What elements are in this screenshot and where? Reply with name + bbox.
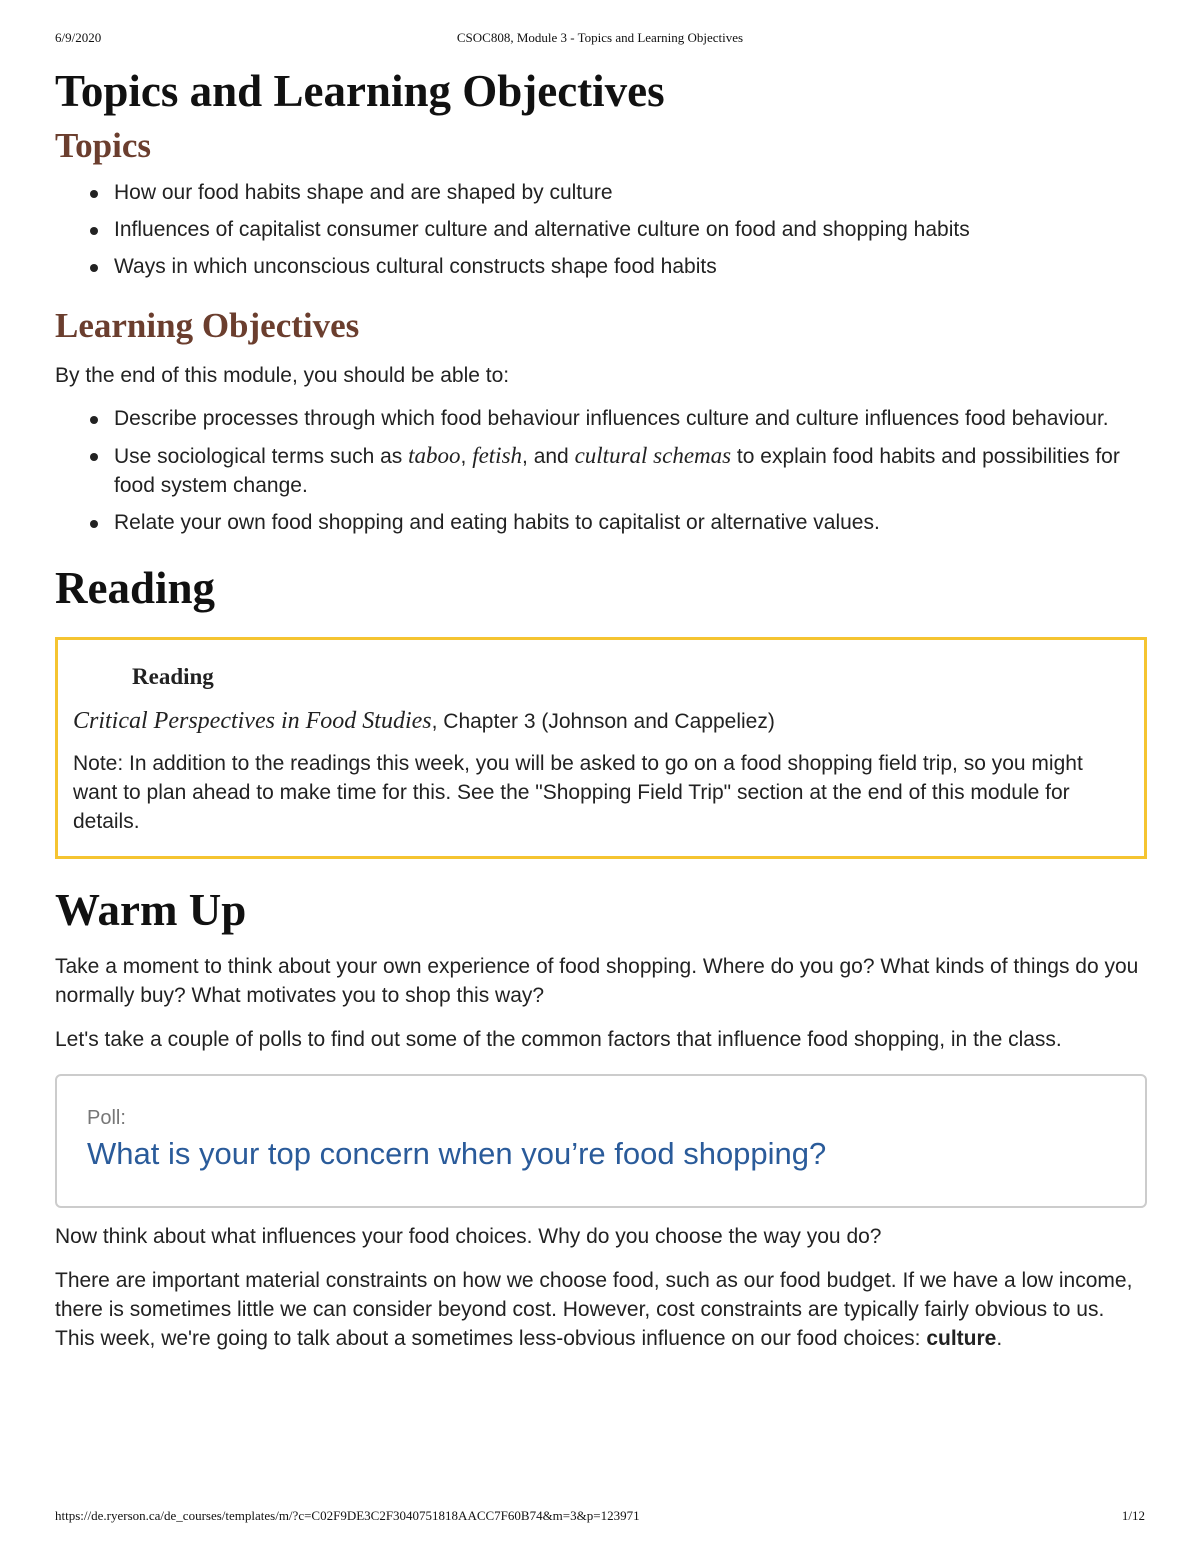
objectives-heading: Learning Objectives xyxy=(55,306,360,345)
print-title: CSOC808, Module 3 - Topics and Learning Objectives xyxy=(456,30,744,45)
list-item: Describe processes through which food behaviour influences culture and culture influences food behaviour. xyxy=(114,404,1147,433)
main-content xyxy=(55,62,1147,1353)
warm-up-paragraph: Take a moment to think about your own experience of food shopping. Where do you go? What kinds of things do you normally buy? What motivates you to shop this way? xyxy=(55,954,1139,1007)
warm-up-paragraph: Now think about what influences your food choices. Why do you choose the way you do? xyxy=(55,1224,882,1248)
warm-up-heading: Warm Up xyxy=(55,885,247,935)
term-taboo: taboo xyxy=(408,442,461,468)
term-fetish: fetish xyxy=(472,442,523,468)
book-title: Critical Perspectives in Food Studies xyxy=(73,708,432,734)
topics-list xyxy=(55,178,1147,281)
objectives-list xyxy=(55,404,1147,537)
culture-emphasis: culture xyxy=(926,1326,997,1350)
print-date: 6/9/2020 xyxy=(55,30,102,45)
poll-box[interactable] xyxy=(55,1074,1147,1208)
topics-heading: Topics xyxy=(55,125,151,165)
objective-text: to explain food habits and possibilities for food system change. xyxy=(114,444,1120,497)
list-item: Relate your own food shopping and eating habits to capitalist or alternative values. xyxy=(114,508,1147,537)
warm-up-paragraph xyxy=(55,1266,1147,1353)
warm-up-paragraph: Let's take a couple of polls to find out some of the common factors that influence food shopping, in the class. xyxy=(55,1027,1062,1051)
print-url: https://de.ryerson.ca/de_courses/templates/m/?c=C02F9DE3C2F3040751818AACC7F60B74&m=3&p=123971 xyxy=(55,1508,640,1523)
objectives-intro: By the end of this module, you should be able to: xyxy=(55,363,510,387)
print-footer xyxy=(55,1508,1145,1528)
reading-box xyxy=(55,637,1147,859)
paragraph-text: There are important material constraints on how we choose food, such as our food budget. If we have a low income, there is sometimes little we can consider beyond cost. However, cost constraints are typically fairly obvious to us. This week, we're going to talk about a sometimes less-obvious influence on our food choices: xyxy=(55,1268,1133,1350)
list-item: Ways in which unconscious cultural constructs shape food habits xyxy=(114,252,1147,281)
term-cultural-schemas: cultural schemas xyxy=(574,442,732,468)
list-item xyxy=(114,441,1147,500)
separator: , and xyxy=(522,444,575,468)
print-header xyxy=(55,30,1145,50)
paragraph-end: . xyxy=(996,1326,1003,1350)
page-title: Topics and Learning Objectives xyxy=(55,66,665,116)
poll-label: Poll: xyxy=(87,1106,126,1129)
separator: , xyxy=(460,444,473,468)
list-item: Influences of capitalist consumer culture and alternative culture on food and shopping habits xyxy=(114,215,1147,244)
list-item: How our food habits shape and are shaped by culture xyxy=(114,178,1147,207)
reading-box-title: Reading xyxy=(132,664,214,689)
book-chapter: , Chapter 3 (Johnson and Cappeliez) xyxy=(431,710,775,733)
page-number: 1/12 xyxy=(1121,1508,1145,1523)
reading-heading: Reading xyxy=(55,562,216,613)
poll-question[interactable]: What is your top concern when you’re food shopping? xyxy=(87,1135,827,1171)
reading-note: Note: In addition to the readings this week, you will be asked to go on a food shopping field trip, so you might want to plan ahead to make time for this. See the "Shopping Field Trip" section at the end of this module for details. xyxy=(73,752,1083,833)
reading-citation xyxy=(73,706,1128,737)
objective-text: Use sociological terms such as xyxy=(114,444,409,468)
